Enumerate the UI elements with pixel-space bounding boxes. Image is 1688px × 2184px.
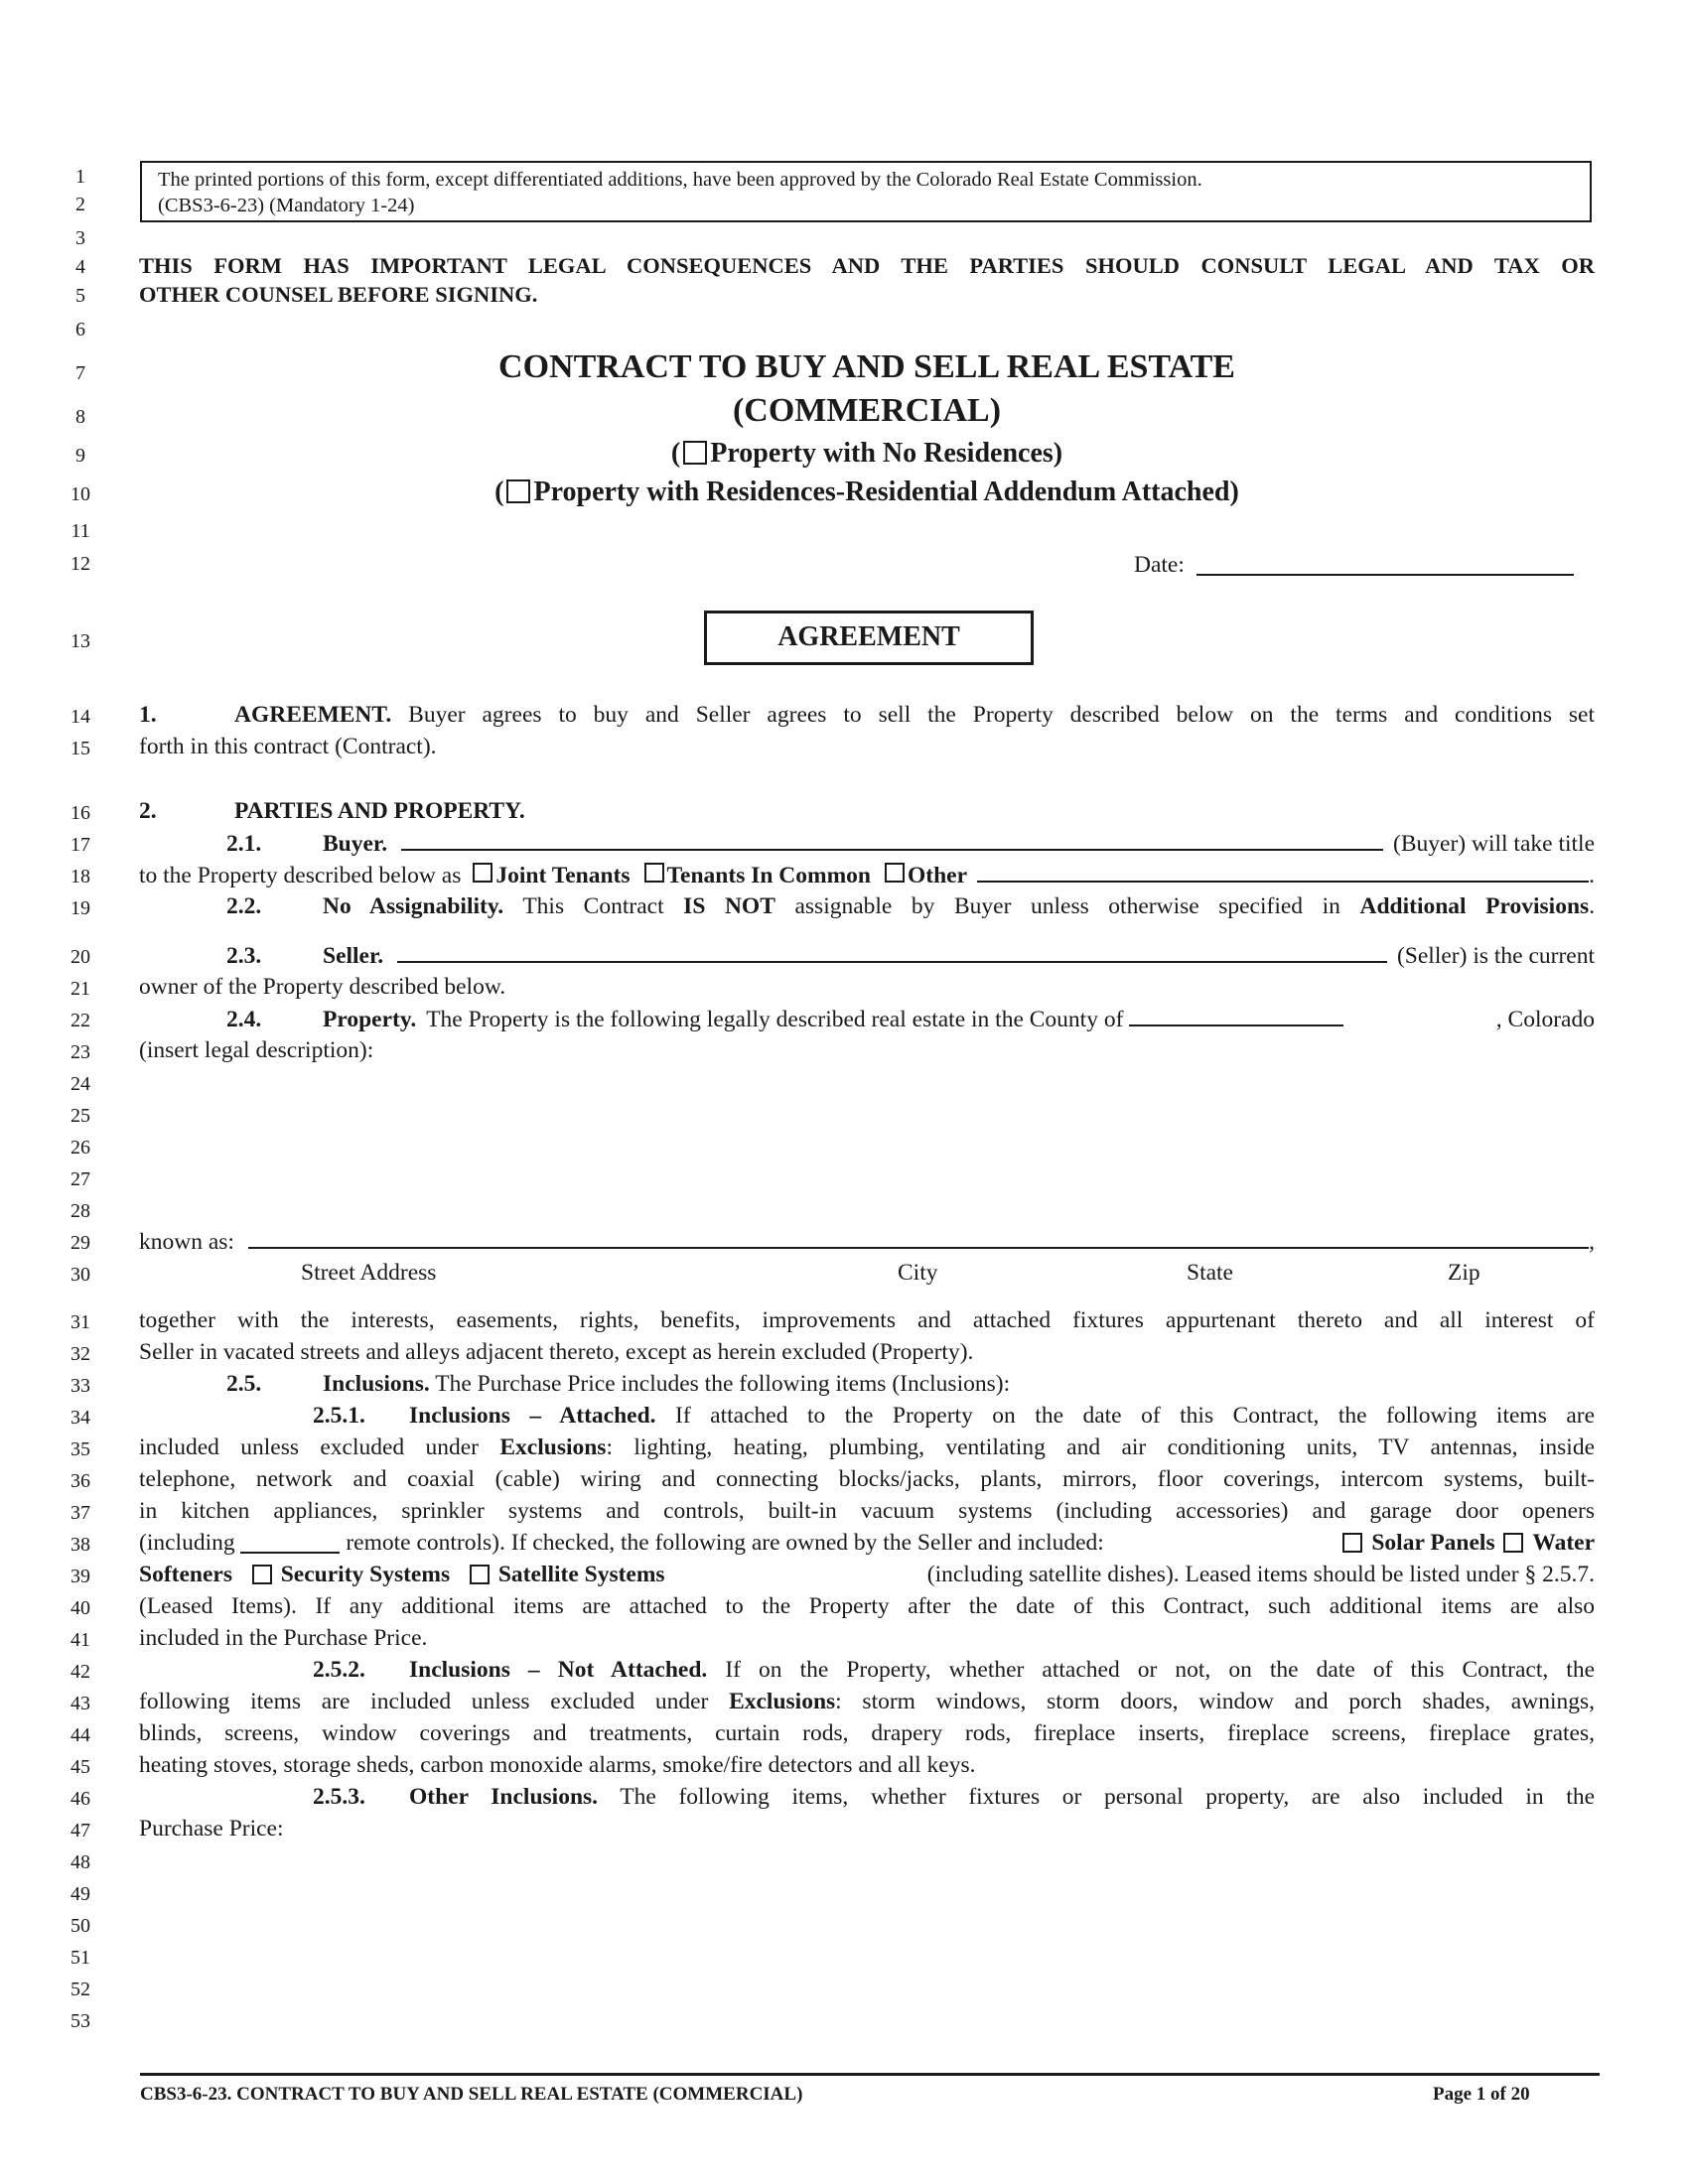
inclusions-not-attached-line-2: [139, 1686, 1595, 1717]
warning-line-1: THIS FORM HAS IMPORTANT LEGAL CONSEQUENCES AND THE PARTIES SHOULD CONSULT LEGAL AND TAX OR: [139, 253, 1595, 278]
line-number: 29: [70, 1232, 90, 1254]
line-number: 7: [75, 362, 85, 384]
page-title: CONTRACT TO BUY AND SELL REAL ESTATE: [498, 348, 1235, 385]
joint-tenants-label: Joint Tenants: [495, 863, 631, 888]
assign-text-a: This Contract: [522, 893, 664, 919]
notice-line-1: The printed portions of this form, except differentiated additions, have been approved by the Colorado Real Estate Commission.: [158, 169, 1202, 191]
line-number: 51: [70, 1947, 90, 1969]
no-assignability-row: [139, 890, 1595, 922]
known-as-label: known as:: [139, 1229, 234, 1255]
security-systems-checkbox[interactable]: [252, 1565, 272, 1584]
buyer-label: Buyer.: [323, 831, 388, 857]
line-number: 5: [75, 285, 85, 307]
address-caption-state: State: [1187, 1260, 1233, 1286]
line-number: 42: [70, 1661, 90, 1683]
other-checkbox[interactable]: [885, 863, 905, 883]
section-1-number: 1.: [139, 702, 157, 728]
section-2-heading: [139, 795, 1595, 827]
inclusions-attached-line-7: (Leased Items). If any additional items are attached to the Property after the date of this Contract, such additional items are also: [139, 1593, 1595, 1619]
not-attached-text-2a: following items are included unless excluded under: [139, 1689, 709, 1714]
line-number: 47: [70, 1820, 90, 1842]
section-2-1-number: 2.1.: [226, 831, 262, 857]
line-number: 1: [75, 166, 85, 188]
remote-count-field[interactable]: [240, 1530, 340, 1554]
inclusions-attached-line-8: included in the Purchase Price.: [139, 1625, 428, 1651]
seller-line-2: owner of the Property described below.: [139, 974, 506, 1000]
line-number: 25: [70, 1105, 90, 1127]
line-number: 37: [70, 1502, 90, 1524]
additional-provisions-text: Additional Provisions: [1359, 893, 1590, 919]
option-with-residences: [139, 476, 1595, 509]
line-number: 17: [70, 834, 90, 856]
line-number: 13: [70, 630, 90, 652]
inclusions-attached-line-2: [139, 1432, 1595, 1463]
softeners-label: Softeners: [139, 1562, 232, 1587]
line-number: 38: [70, 1534, 90, 1556]
other-inclusions-text-1: The following items, whether fixtures or personal property, are also included in the: [620, 1784, 1595, 1810]
line-number: 43: [70, 1693, 90, 1714]
attached-text-1: If attached to the Property on the date of this Contract, the following items are: [675, 1403, 1596, 1429]
inclusions-attached-line-4: in kitchen appliances, sprinkler systems and controls, built-in vacuum systems (including accessories) and garage door openers: [139, 1498, 1595, 1524]
line-number: 28: [70, 1200, 90, 1222]
attached-text-6: (including satellite dishes). Leased items should be listed under § 2.5.7.: [926, 1562, 1595, 1587]
line-number: 16: [70, 802, 90, 824]
inclusions-text: The Purchase Price includes the following items (Inclusions):: [435, 1371, 1011, 1397]
address-caption-zip: Zip: [1448, 1260, 1480, 1286]
inclusions-attached-line-5: [139, 1527, 1595, 1559]
line-number: 49: [70, 1883, 90, 1905]
is-not-text: IS NOT: [683, 893, 775, 919]
assign-period: .: [1589, 893, 1596, 919]
date-field[interactable]: [1196, 552, 1574, 576]
notice-line-2: (CBS3-6-23) (Mandatory 1-24): [158, 195, 415, 216]
water-label: Water: [1532, 1530, 1595, 1556]
together-line-1: together with the interests, easements, rights, benefits, improvements and attached fixtures appurtenant thereto and all interest of: [139, 1307, 1595, 1333]
seller-current-text: (Seller) is the current: [1396, 943, 1595, 969]
line-number: 23: [70, 1041, 90, 1063]
warning-line-2: OTHER COUNSEL BEFORE SIGNING.: [139, 282, 538, 307]
seller-name-field[interactable]: [397, 939, 1387, 963]
footer-page-number: Page 1 of 20: [1433, 2084, 1530, 2105]
not-attached-text-2b: : storm windows, storm doors, window and porch shades, awnings,: [835, 1689, 1596, 1714]
section-2-5-number: 2.5.: [226, 1371, 262, 1397]
line-number: 20: [70, 946, 90, 968]
solar-panels-checkbox[interactable]: [1342, 1533, 1362, 1553]
property-row: [139, 1003, 1595, 1035]
water-softeners-checkbox[interactable]: [1503, 1533, 1523, 1553]
line-number: 11: [70, 520, 90, 542]
line-number: 3: [75, 227, 85, 249]
date-label: Date:: [1134, 552, 1185, 578]
section-1-text: Buyer agrees to buy and Seller agrees to sell the Property described below on the terms and conditions set: [408, 702, 1596, 728]
exclusions-ref: Exclusions: [729, 1689, 836, 1714]
with-residences-checkbox[interactable]: [506, 479, 530, 503]
line-number: 45: [70, 1756, 90, 1778]
legal-description-label: (insert legal description):: [139, 1037, 374, 1063]
title-type-row: [139, 859, 1595, 891]
tenants-in-common-checkbox[interactable]: [644, 863, 664, 883]
exclusions-ref: Exclusions: [499, 1434, 607, 1460]
solar-panels-label: Solar Panels: [1371, 1530, 1495, 1556]
line-number: 24: [70, 1073, 90, 1095]
option-with-residences-label: Property with Residences-Residential Addendum Attached): [533, 477, 1239, 507]
line-number: 27: [70, 1168, 90, 1190]
buyer-name-field[interactable]: [401, 827, 1383, 851]
colorado-text: , Colorado: [1495, 1007, 1595, 1032]
attached-text-5: remote controls). If checked, the following are owned by the Seller and included:: [346, 1530, 1104, 1556]
paren-open: (: [494, 477, 504, 507]
joint-tenants-checkbox[interactable]: [473, 863, 492, 883]
no-residences-checkbox[interactable]: [683, 441, 707, 465]
line-number: 33: [70, 1375, 90, 1397]
line-number: 31: [70, 1311, 90, 1333]
line-number: 50: [70, 1915, 90, 1937]
property-label: Property.: [323, 1007, 417, 1032]
section-2-5-2-number: 2.5.2.: [313, 1657, 365, 1683]
other-inclusions-line-1: [139, 1781, 1595, 1813]
other-inclusions-line-2: Purchase Price:: [139, 1816, 284, 1842]
option-no-residences: [139, 437, 1595, 471]
line-number: 53: [70, 2010, 90, 2032]
section-2-5-1-number: 2.5.1.: [313, 1403, 365, 1429]
not-attached-text-1: If on the Property, whether attached or not, on the date of this Contract, the: [725, 1657, 1596, 1683]
satellite-systems-checkbox[interactable]: [470, 1565, 490, 1584]
section-2-5-3-number: 2.5.3.: [313, 1784, 365, 1810]
satellite-systems-label: Satellite Systems: [497, 1562, 665, 1587]
line-number: 52: [70, 1979, 90, 2000]
footer-rule: [140, 2073, 1600, 2076]
inclusions-not-attached-line-1: [139, 1654, 1595, 1686]
buyer-row: [139, 827, 1595, 860]
county-field[interactable]: [1129, 1003, 1343, 1026]
buyer-title-text: (Buyer) will take title: [1393, 831, 1595, 857]
line-number: 18: [70, 866, 90, 887]
section-2-title: PARTIES AND PROPERTY.: [234, 798, 525, 824]
line-number: 4: [75, 256, 85, 278]
line-number: 6: [75, 319, 85, 341]
page-subtitle: (COMMERCIAL): [732, 392, 1002, 429]
inclusions-not-attached-label: Inclusions – Not Attached.: [409, 1657, 708, 1683]
inclusions-label: Inclusions.: [323, 1371, 430, 1397]
comma: ,: [1589, 1229, 1595, 1255]
known-as-row: [139, 1225, 1595, 1258]
line-number: 41: [70, 1629, 90, 1651]
seller-row: [139, 939, 1595, 972]
title-type-text: to the Property described below as: [139, 863, 462, 888]
footer-form-id: CBS3-6-23. CONTRACT TO BUY AND SELL REAL ESTATE (COMMERCIAL): [140, 2084, 803, 2105]
line-number: 14: [70, 706, 90, 728]
option-no-residences-label: Property with No Residences): [710, 438, 1063, 469]
date-row: [1134, 549, 1574, 581]
agreement-heading-box: AGREEMENT: [704, 611, 1034, 665]
approval-notice-box: [140, 161, 1592, 222]
inclusions-not-attached-line-4: heating stoves, storage sheds, carbon monoxide alarms, smoke/fire detectors and all keys.: [139, 1752, 976, 1778]
inclusions-attached-line-6: [139, 1559, 1595, 1590]
inclusions-row: [139, 1368, 1595, 1400]
other-inclusions-label: Other Inclusions.: [409, 1784, 599, 1810]
address-caption-city: City: [898, 1260, 938, 1286]
address-caption-street: Street Address: [301, 1260, 437, 1286]
together-line-2: Seller in vacated streets and alleys adjacent thereto, except as herein excluded (Property).: [139, 1339, 974, 1365]
including-text: (including: [139, 1530, 235, 1556]
line-number: 15: [70, 738, 90, 759]
line-number: 2: [75, 194, 85, 215]
street-address-field[interactable]: [248, 1225, 1589, 1249]
attached-text-2a: included unless excluded under: [139, 1434, 480, 1460]
line-number: 12: [70, 553, 90, 575]
line-number: 22: [70, 1010, 90, 1031]
paren-open: (: [670, 438, 681, 469]
line-number: 35: [70, 1438, 90, 1460]
inclusions-attached-line-3: telephone, network and coaxial (cable) wiring and connecting blocks/jacks, plants, mirrors, floor coverings, intercom systems, built-: [139, 1466, 1595, 1492]
assign-text-c: assignable by Buyer unless otherwise specified in: [794, 893, 1340, 919]
section-1-line-2: forth in this contract (Contract).: [139, 734, 437, 759]
other-label: Other: [908, 863, 968, 888]
no-assignability-label: No Assignability.: [323, 893, 504, 919]
section-2-number: 2.: [139, 798, 157, 824]
inclusions-not-attached-line-3: blinds, screens, window coverings and treatments, curtain rods, drapery rods, fireplace inserts, fireplace screens, fireplace grates,: [139, 1720, 1595, 1746]
section-2-4-number: 2.4.: [226, 1007, 262, 1032]
line-number: 19: [70, 897, 90, 919]
inclusions-attached-label: Inclusions – Attached.: [409, 1403, 656, 1429]
line-number: 26: [70, 1137, 90, 1159]
line-number: 10: [70, 483, 90, 505]
line-number: 21: [70, 978, 90, 1000]
line-number: 44: [70, 1724, 90, 1746]
line-number: 36: [70, 1470, 90, 1492]
section-1-heading: AGREEMENT.: [234, 702, 392, 728]
property-text: The Property is the following legally described real estate in the County of: [426, 1007, 1124, 1032]
other-title-field[interactable]: [977, 859, 1589, 883]
line-number: 40: [70, 1597, 90, 1619]
line-number: 30: [70, 1264, 90, 1286]
line-number: 9: [75, 445, 85, 467]
line-number: 46: [70, 1788, 90, 1810]
period: .: [1589, 863, 1595, 888]
seller-label: Seller.: [323, 943, 384, 969]
line-number: 8: [75, 406, 85, 428]
line-number: 48: [70, 1851, 90, 1873]
line-number: 34: [70, 1407, 90, 1429]
tenants-in-common-label: Tenants In Common: [666, 863, 871, 888]
inclusions-attached-line-1: [139, 1400, 1595, 1432]
line-number: 32: [70, 1343, 90, 1365]
section-2-3-number: 2.3.: [226, 943, 262, 969]
section-1-line-1: [139, 699, 1595, 731]
attached-text-2b: : lighting, heating, plumbing, ventilating and air conditioning units, TV antennas, inside: [606, 1434, 1596, 1460]
security-systems-label: Security Systems: [280, 1562, 451, 1587]
section-2-2-number: 2.2.: [226, 893, 262, 919]
line-number: 39: [70, 1566, 90, 1587]
